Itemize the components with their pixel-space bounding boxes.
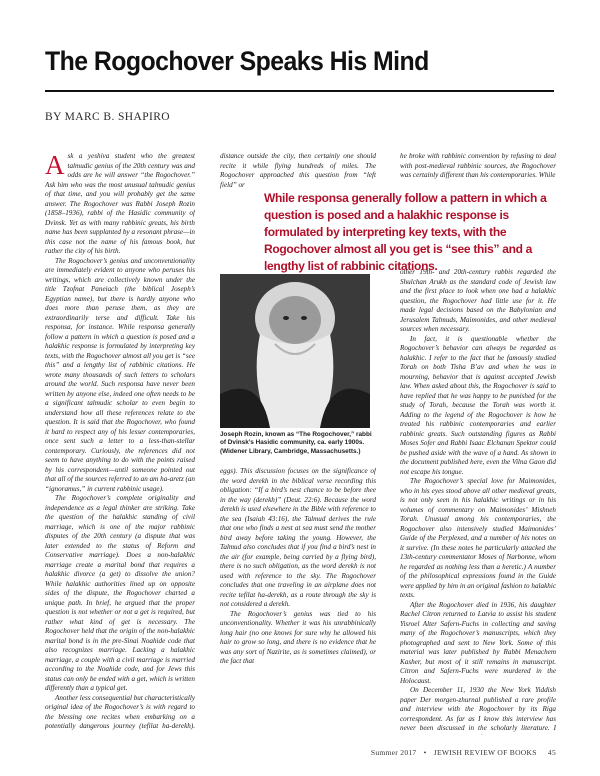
column-3-top	[400, 152, 556, 181]
paragraph: The Rogochover’s genius and unconventionality are immediately evident to anyone who peruses his writings, which are collectively known under the title Tzofnat Paneiach (the biblical Joseph’s Egyptian name), but there is hardly anyone who does more than peruse them, as they are extraordinarily terse and difficult. Take his responsa, for instance. While responsa generally follow a pattern in which a question is posed and a halakhic response is formulated by interpreting key texts, with the Rogochover almost all you get is “see this” and a lengthy list of rabbinic citations. He wrote many thousands of such letters to scholars around the world. Such responsa have never been written by anyone else, indeed one often needs to be a significant talmudic scholar to even begin to understand how all these references relate to the question. It is said that the Rogochover, who found it hard to respect any of his lesser contemporaries, once sent such a letter to a less-than-stellar contemporary. Curiously, the references did not seem to have anything to do with the points raised by his correspondent—until someone pointed out that all of the sources referred to an am ha-aretz (an “ignoramus,” in current rabbinic usage).	[45, 256, 195, 493]
article-title: The Rogochover Speaks His Mind	[45, 46, 429, 76]
paragraph: other 19th- and 20th-century rabbis regarded the Shulchan Arukh as the standard code of Jewish law and the first place to look when one had a halakhic question, the Rogochover had little use for it. He made legal decisions based on the Babylonian and Jerusalem Talmuds, Maimonides, and other medieval sources when necessary.	[400, 268, 556, 333]
column-2-top	[220, 152, 376, 190]
paragraph: In fact, it is questionable whether the Rogochover’s behavior can always be regarded as halakhic. I refer to the fact that he famously studied Torah on both Tisha B’av and when he was in mourning, behavior that is against accepted Jewish law. When asked about this, the Rogochover is said to have replied that he was happy to be punished for the study of Torah, because the Torah was worth it. Adding to the legend of the Rogochover is how he treated his rabbinic contemporaries and earlier rabbinic greats. Such outstanding figures as Rabbi Moses Sofer and Rabbi Isaac Elchanan Spektor could be pushed aside with the wave of a hand. As shown in the document published here, even the Vilna Gaon did not escape his tongue.	[400, 334, 556, 476]
page-footer	[366, 748, 556, 757]
paragraph: distance outside the city, then certainly one should recite it while flying hundreds of miles. The Rogochover approached this question from “left field” or	[220, 152, 376, 189]
paragraph: he broke with rabbinic convention by refusing to deal with post-medieval rabbinic sources, the Rogochover was certainly different than his contemporaries. While	[400, 152, 556, 179]
portrait-illustration	[220, 274, 370, 428]
paragraph: The Rogochover’s special love for Maimonides, who in his eyes stood above all other medieval greats, is not only seen in his halakhic writings or in his volumes of commentary on Maimonides’ Mishneh Torah. Unusual among his contemporaries, the Rogochover also intensively studied Maimonides’ Guide of the Perplexed, and a number of his notes on it survive. (In these notes he particularly attacked the 13th-century commentator Moses of Narbonne, whom he regarded as nothing less than a heretic.) A number of the philosophical expressions found in the Guide were applied by him in an original fashion to halakhic texts.	[400, 477, 556, 599]
byline: BY MARC B. SHAPIRO	[45, 111, 170, 123]
paragraph: After the Rogochover died in 1936, his daughter Rachel Citron returned to Latvia to assist his student Yisroel Alter Safern-Fuchs in collecting and saving many of the Rogochover’s manuscripts, which they photographed and sent to New York. Some of this material was later published by Rabbi Menachem Kasher, but most of it still remains in manuscript. Citron and Safern-Fuchs were murdered in the Holocaust.	[400, 600, 556, 685]
column-3-bottom	[400, 268, 556, 735]
paragraph: The Rogochover’s genius was tied to his unconventionality. Whether it was his unrabbinically long hair (no one knows for sure why he allowed his hair to grow so long, and there is no evidence that he was any sort of Nazirite, as is sometimes claimed), or the fact that	[220, 609, 376, 665]
page-number: 45	[547, 748, 556, 757]
title-rule	[45, 90, 554, 92]
pull-quote: While responsa generally follow a pattern in which a question is posed and a halakhic response is formulated by interpreting key texts, with the Rogochover almost all you get is “see this” and a lengthy list of rabbinic citations.	[264, 191, 547, 273]
intro-paragraph	[45, 152, 195, 257]
paragraph: The Rogochover’s complete originality and independence as a legal thinker are striking. Take the question of the halakhic standing of civil marriage, which is one of the major rabbinic disputes of the 20th century (a dispute that was later extended to the status of Reform and Conservative marriage). Does a non-halakhic marriage create a marital bond that requires a halakhic divorce (a get) to dissolve the union? While halakhic authorities lined up on opposite sides of the dispute, the Rogochover charted a unique path. In brief, he argued that the proper question is not whether or not a get is required, but rather what kind of get is necessary. The Rogochover held that the origin of the non-halakhic marital bond is in the pre-Sinai Noahide code that also recognizes marriage. Lacking a halakhic marriage, a couple with a civil marriage is married according to the Noahide code, and for Jews this status can only be ended with a get, which is written differently than a typical get.	[45, 494, 195, 692]
column-2-bottom	[220, 467, 376, 735]
footer-publication: JEWISH REVIEW OF BOOKS	[433, 748, 537, 757]
caption-credit: (Widener Library, Cambridge, Massachusetts.)	[220, 447, 361, 455]
paragraph: eggs). This discussion focuses on the significance of the word derekh in the biblical verse recording this obligation: “If a bird’s nest chance to be before thee in the way (derekh)” (Deut. 22:6). Because the word derekh is used elsewhere in the Bible with reference to the sea (Isaiah 43:16), the Talmud derives the rule that one who finds a nest at sea must send the mother bird away before taking the young. However, the Talmud also concludes that if you find a bird’s nest in the air (for example, being carried by a flying bird), there is no such obligation, as the word derekh is not used with reference to the sky. The Rogochover concludes that one traveling in an airplane does not recite tefilat ha-derekh, as a route through the sky is not considered a derekh.	[220, 467, 376, 608]
paragraph: Another less consequential but characteristically original idea of the Rogochover’s is with regard to the blessing one recites when embarking on a potentially dangerous journey (tefilat ha-derekh).	[45, 693, 195, 730]
drop-cap: A	[45, 152, 65, 180]
footer-bullet: •	[423, 748, 427, 757]
caption-text: Joseph Rozin, known as “The Rogochover,” rabbi of Dvinsk’s Hasidic community, ca. early 1900s.	[220, 431, 372, 447]
paragraph: On December 11, 1930 the New York Yiddish paper Der morgen-zhurnal published a rare profile and interview with the Rogochover by its Riga correspondent. As far as I know this interview has never been discussed in the scholarly literature. I	[400, 686, 556, 732]
photo-caption	[220, 431, 376, 456]
intro-text: sk a yeshiva student who the greatest talmudic genius of the 20th century was and odds are he will answer “the Rogochover.” Ask him who was the most unusual talmudic genius of that time, and you will probably get the same answer. The Rogochover was Rabbi Joseph Rozin (1858–1936), rabbi of the Hasidic community of Dvinsk. Yet as with many rabbinic greats, his birth name has been supplanted by a resonant phrase—in this case not the name of his famous book, but rather the city of his birth.	[45, 152, 195, 255]
column-1	[45, 152, 195, 732]
footer-issue: Summer 2017	[370, 748, 417, 757]
portrait-photo	[220, 274, 370, 428]
